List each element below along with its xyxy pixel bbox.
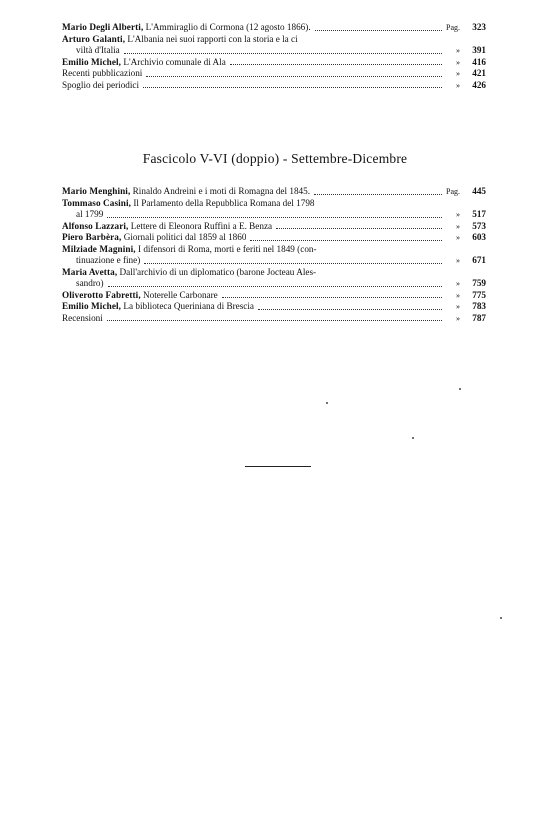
toc-entry-title: Recensioni (62, 312, 103, 323)
toc-leader-dots (124, 53, 442, 54)
toc-entry (62, 232, 486, 244)
toc-entry (62, 198, 486, 210)
toc-page-marker: » (456, 46, 460, 55)
toc-entry-author: Emilio Michel, (62, 301, 122, 311)
toc-entry-text (62, 186, 310, 198)
toc-leader-dots (222, 297, 442, 298)
toc-entry-title: Recenti pubblicazioni (62, 68, 143, 78)
toc-page-number: 671 (472, 255, 486, 265)
toc-entry-author: Piero Barbèra, (62, 232, 122, 242)
scan-speck (500, 617, 502, 619)
toc-entry (62, 267, 486, 279)
toc-page-number: 517 (472, 209, 486, 219)
scan-speck (459, 388, 461, 390)
toc-page-marker: Pag. (446, 187, 460, 196)
toc-page-marker: » (456, 302, 460, 311)
toc-page-marker: » (456, 210, 460, 219)
toc-entry-title: viltà d'Italia (76, 45, 120, 55)
toc-entry-text (62, 267, 316, 279)
toc-entry (62, 57, 486, 69)
toc-entry-title: L'Archivio comunale di Ala (123, 56, 226, 67)
toc-page-marker: » (456, 279, 460, 288)
toc-leader-dots (146, 76, 442, 77)
toc-entry (62, 255, 486, 267)
toc-entry-author: Oliverotto Fabretti, (62, 289, 141, 300)
toc-entry-title: L'Ammiraglio di Cormona (12 agosto 1866). (145, 22, 311, 32)
toc-entry-text (62, 244, 317, 256)
toc-entry-title: Lettere di Eleonora Ruffini a E. Benza (130, 220, 273, 231)
toc-page-number: 603 (472, 232, 486, 242)
toc-entry-author: Alfonso Lazzari, (62, 220, 129, 231)
toc-entry-title: Rinaldo Andreini e i moti di Romagna del 1845. (132, 186, 311, 196)
toc-entry-title: Il Parlamento della Repubblica Romana del 1798 (133, 197, 315, 208)
toc-entry-text (62, 301, 254, 313)
toc-page-number: 323 (472, 22, 486, 32)
toc-entry-text (62, 57, 226, 69)
toc-page-marker: » (456, 313, 460, 323)
toc-leader-dots (315, 30, 442, 31)
toc-page-marker: » (456, 256, 460, 265)
toc-entry-text (76, 45, 120, 57)
toc-leader-dots (258, 309, 442, 310)
toc-page-number: 445 (472, 186, 486, 196)
toc-entry (62, 313, 486, 325)
toc-entry-text (76, 209, 103, 221)
toc-page-number: 426 (472, 79, 486, 90)
toc-leader-dots (250, 240, 442, 241)
toc-entry-text (62, 68, 142, 80)
toc-entry-text (62, 80, 139, 92)
toc-entry-title: I difensori di Roma, morti e feriti nel 1849 (con- (137, 243, 317, 254)
toc-page-marker: » (456, 69, 460, 78)
toc-entry (62, 209, 486, 221)
toc-page-number: 416 (472, 56, 486, 67)
toc-leader-dots (107, 217, 442, 218)
toc-entry-text (62, 313, 103, 325)
toc-page-number: 783 (472, 301, 486, 311)
toc-leader-dots (108, 286, 442, 287)
toc-entry (62, 45, 486, 57)
toc-page-number: 573 (472, 220, 486, 231)
toc-entry-text (62, 198, 315, 210)
toc-page-number: 391 (472, 45, 486, 55)
toc-entry-title: Spoglio dei periodici (62, 79, 140, 90)
toc-entry-text (76, 278, 104, 290)
toc-page-marker: » (456, 290, 460, 300)
toc-section-fascicle-5-6 (62, 186, 486, 324)
toc-entry-author: Mario Degli Alberti, (62, 22, 144, 32)
toc-entry (62, 278, 486, 290)
toc-entry-author: Tommaso Casini, (62, 197, 132, 208)
toc-leader-dots (107, 320, 442, 321)
toc-entry-author: Emilio Michel, (62, 56, 122, 67)
toc-entry-author: Milziade Magnini, (62, 243, 136, 254)
toc-entry-title: al 1799 (76, 209, 104, 219)
toc-page-marker: » (456, 80, 460, 90)
toc-entry (62, 290, 486, 302)
toc-entry-title: La biblioteca Queriniana di Brescia (123, 301, 254, 311)
toc-entry-author: Mario Menghini, (62, 186, 131, 196)
toc-leader-dots (144, 263, 442, 264)
toc-leader-dots (143, 87, 442, 88)
toc-entry (62, 186, 486, 198)
toc-leader-dots (230, 64, 442, 65)
toc-entry-text (76, 255, 140, 267)
toc-entry-title: Dall'archivio di un diplomatico (barone Jocteau Ales- (119, 266, 317, 277)
toc-leader-dots (276, 228, 442, 229)
toc-page-number: 775 (472, 289, 486, 300)
toc-leader-dots (314, 194, 442, 195)
toc-entry-text (62, 290, 218, 302)
toc-entry (62, 80, 486, 92)
scan-speck (326, 402, 328, 404)
toc-entry-text (62, 232, 246, 244)
toc-section-previous (62, 22, 486, 91)
toc-page-number: 421 (472, 68, 486, 78)
toc-entry (62, 221, 486, 233)
toc-entry-text (62, 22, 311, 34)
fascicle-heading: Fascicolo V-VI (doppio) - Settembre-Dicembre (142, 151, 408, 166)
toc-entry (62, 68, 486, 80)
toc-page-marker: » (456, 221, 460, 231)
toc-page-number: 787 (472, 312, 486, 323)
toc-page-marker: » (456, 233, 460, 242)
toc-page-marker: Pag. (446, 23, 460, 32)
toc-entry-title: sandro) (76, 278, 104, 288)
toc-page-number: 759 (472, 278, 486, 288)
scan-speck (412, 437, 414, 439)
toc-entry-title: tinuazione e fine) (76, 255, 141, 265)
toc-entry-title: L'Albania nei suoi rapporti con la storia e la ci (127, 33, 298, 44)
toc-entry (62, 34, 486, 46)
toc-entry (62, 22, 486, 34)
toc-entry-text (62, 34, 298, 46)
toc-entry-text (62, 221, 272, 233)
toc-entry (62, 244, 486, 256)
closing-rule (245, 466, 311, 467)
toc-entry-title: Giornali politici dal 1859 al 1860 (123, 232, 247, 242)
toc-entry-author: Maria Avetta, (62, 266, 118, 277)
toc-entry-title: Noterelle Carbonare (143, 289, 218, 300)
toc-entry-author: Arturo Galanti, (62, 33, 126, 44)
toc-entry (62, 301, 486, 313)
toc-page-marker: » (456, 57, 460, 67)
